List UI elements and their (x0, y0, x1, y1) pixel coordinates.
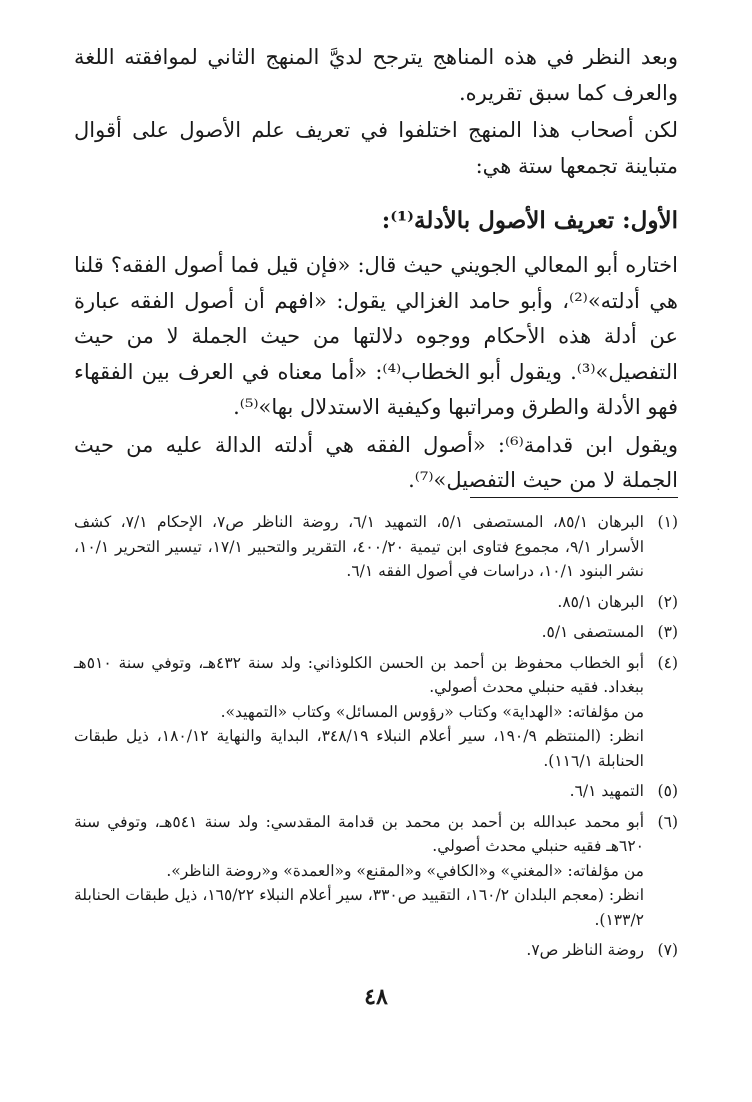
footnote-separator (470, 497, 678, 498)
footnote-1 (74, 510, 678, 584)
page-number: ٤٨ (364, 984, 388, 1010)
footnote-2 (74, 590, 678, 615)
paragraph-definition-2: ويقول ابن قدامة⁽⁶⁾: «أصول الفقه هي أدلته الدالة عليه من حيث الجملة لا من حيث التفصيل»⁽⁷⁾. (74, 432, 678, 492)
footnote-3 (74, 620, 678, 645)
paragraph-intro-2: لكن أصحاب هذا المنهج اختلفوا في تعريف علم الأصول على أقوال متباينة تجمعها ستة هي: (74, 118, 678, 178)
footnote-text: التمهيد ٦/١. (569, 782, 644, 800)
footnote-6 (74, 810, 678, 933)
footnote-number: (٢) (657, 592, 678, 611)
footnotes-section (74, 510, 678, 969)
footnote-text: المستصفى ٥/١. (541, 623, 644, 641)
page-body (74, 40, 678, 499)
footnote-text: روضة الناظر ص٧. (526, 941, 644, 959)
footnote-number: (٦) (657, 812, 678, 831)
footnote-works: من مؤلفاته: «المغني» و«الكافي» و«المقنع» و«العمدة» و«روضة الناظر». (166, 861, 644, 880)
footnote-number: (٣) (657, 623, 678, 641)
footnote-sources: انظر: (المنتظم ١٩٠/٩، سير أعلام النبلاء ٣٤٨/١٩، البداية والنهاية ١٨٠/١٢، ذيل طبقات الحنابلة ١١٦/١). (74, 727, 644, 770)
footnote-7 (74, 938, 678, 963)
footnote-number: (٧) (657, 941, 678, 959)
paragraph-definition-1: اختاره أبو المعالي الجويني حيث قال: «فإن قيل فما أصول الفقه؟ قلنا هي أدلته»⁽²⁾، وأبو حامد الغزالي يقول: «افهم أن أصول الفقه عبارة عن أدلة هذه الأحكام ووجوه دلالتها من حيث الجملة لا من حيث التفصيل»⁽³⁾. ويقول أبو الخطاب⁽⁴⁾: «أما معناه في العرف بين الفقهاء فهو الأدلة والطرق ومراتبها وكيفية الاستدلال بها»⁽⁵⁾. (74, 253, 678, 419)
footnote-5 (74, 779, 678, 804)
footnote-sources: انظر: (معجم البلدان ١٦٠/٢، التقييد ص٣٣٠، سير أعلام النبلاء ١٦٥/٢٢، ذيل طبقات الحنابلة ١٣٣/٢). (74, 886, 644, 929)
footnote-text: أبو محمد عبدالله بن أحمد بن محمد بن قدامة المقدسي: ولد سنة ٥٤١هـ، وتوفي سنة ٦٢٠هـ فقيه حنبلي محدث أصولي. (74, 812, 644, 855)
section-heading: الأول: تعريف الأصول بالأدلة⁽¹⁾: (381, 207, 678, 234)
footnote-number: (٥) (657, 782, 678, 800)
paragraph-intro-1: وبعد النظر في هذه المناهج يترجح لديَّ المنهج الثاني لموافقته اللغة والعرف كما سبق تقريره. (74, 45, 678, 105)
footnote-number: (١) (657, 513, 678, 531)
footnote-4 (74, 651, 678, 774)
footnote-text: البرهان ٨٥/١، المستصفى ٥/١، التمهيد ٦/١، روضة الناظر ص٧، الإحكام ٧/١، كشف الأسرار ٩/١، مجموع فتاوى ابن تيمية ٤٠٠/٢٠، التقرير والتحبير ١٧/١، تيسير التحرير ١٠/١، نشر البنود ١٠/١، دراسات في أصول الفقه ٦/١. (74, 513, 645, 580)
footnote-number: (٤) (657, 653, 678, 672)
footnote-works: من مؤلفاته: «الهداية» وكتاب «رؤوس المسائل» وكتاب «التمهيد». (220, 702, 644, 721)
footnote-text: البرهان ٨٥/١. (557, 592, 644, 611)
footnote-text: أبو الخطاب محفوظ بن أحمد بن الحسن الكلوذاني: ولد سنة ٤٣٢هـ، وتوفي سنة ٥١٠هـ ببغداد. فقيه حنبلي محدث أصولي. (74, 653, 644, 696)
